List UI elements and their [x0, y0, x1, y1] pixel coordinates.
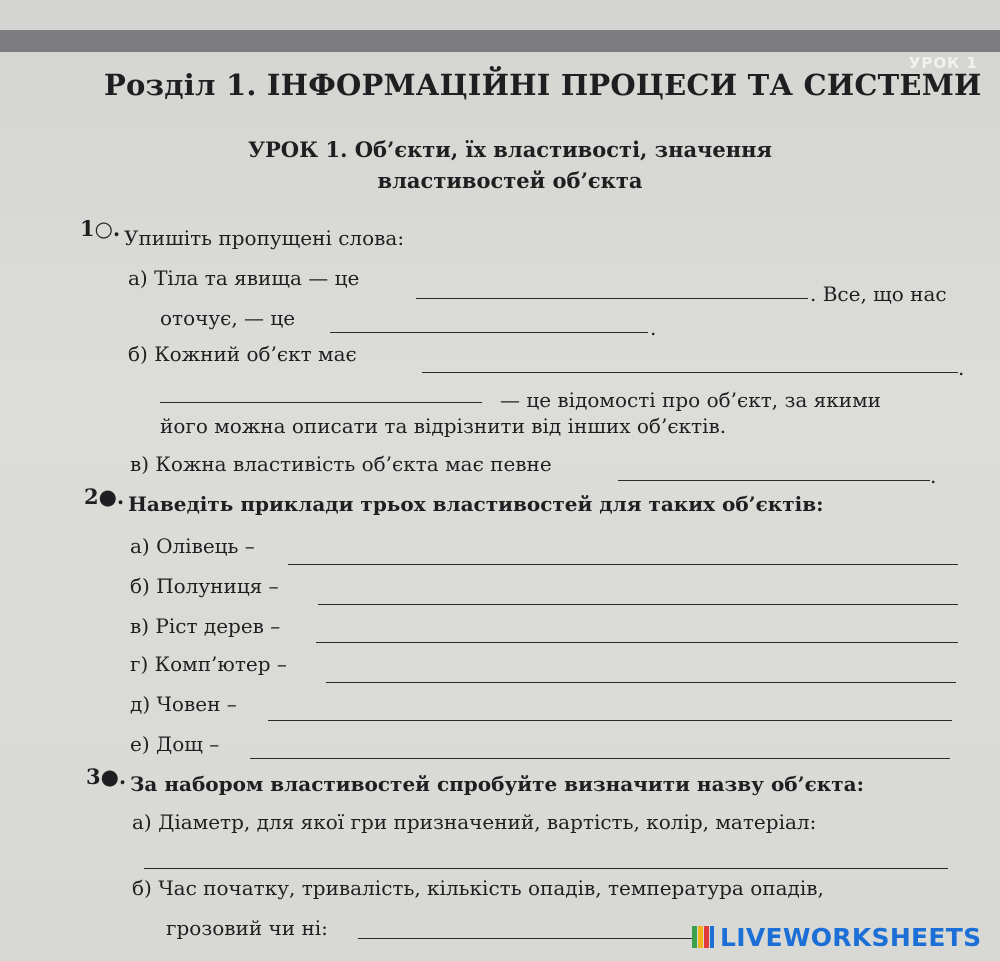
task2-answer-line-tree-growth[interactable] [316, 642, 958, 643]
liveworksheets-watermark [692, 922, 981, 952]
task2-answer-line-strawberry[interactable] [318, 604, 958, 605]
task1-a-end: . [650, 316, 657, 340]
task1-b-line2-after: — це відомості про об’єкт, за якими [500, 388, 882, 412]
task2-answer-line-boat[interactable] [268, 720, 952, 721]
task1-b-label: б) Кожний об’єкт має [128, 342, 357, 366]
task1-a-answer-line-2[interactable] [330, 332, 648, 333]
task2-answer-line-pencil[interactable] [288, 564, 958, 565]
section-title: Розділ 1. ІНФОРМАЦІЙНІ ПРОЦЕСИ ТА СИСТЕМИ [104, 68, 982, 102]
task2-answer-line-computer[interactable] [326, 682, 956, 683]
task3-b-answer-line[interactable] [358, 938, 694, 939]
task3-number: 3●. [86, 764, 127, 789]
task1-c-end: . [930, 464, 937, 488]
task3-b-line2: грозовий чи ні: [166, 916, 328, 940]
header-band [0, 30, 1000, 52]
task2-item-pencil: а) Олівець – [130, 534, 255, 558]
task1-c-label: в) Кожна властивість об’єкта має певне [130, 452, 552, 476]
lesson-title [180, 134, 840, 196]
task3-a: а) Діаметр, для якої гри призначений, вартість, колір, матеріал: [132, 810, 817, 834]
task1-b-answer-line-1[interactable] [422, 372, 958, 373]
task1-b-answer-line-2[interactable] [160, 402, 482, 403]
lesson-title-line2: властивостей об’єкта [377, 168, 643, 193]
task2-item-rain: е) Дощ – [130, 732, 220, 756]
liveworksheets-logo-icon [692, 926, 714, 948]
task2-item-tree-growth: в) Ріст дерев – [130, 614, 281, 638]
task2-prompt: Наведіть приклади трьох властивостей для таких об’єктів: [128, 492, 824, 516]
task2-item-computer: г) Комп’ютер – [130, 652, 287, 676]
task1-c-answer-line[interactable] [618, 480, 930, 481]
task1-b-line3: його можна описати та відрізнити від інших об’єктів. [160, 414, 727, 438]
task2-answer-line-rain[interactable] [250, 758, 950, 759]
lesson-title-line1: УРОК 1. Об’єкти, їх властивості, значення [247, 137, 773, 162]
task2-item-strawberry: б) Полуниця – [130, 574, 279, 598]
liveworksheets-text: LIVEWORKSHEETS [720, 922, 982, 952]
task1-number: 1○. [80, 216, 121, 241]
task1-a-answer-line-1[interactable] [416, 298, 808, 299]
task1-a-line2: оточує, — це [160, 306, 296, 330]
task2-item-boat: д) Човен – [130, 692, 237, 716]
task1-a-label: а) Тіла та явища — це [128, 266, 360, 290]
task3-a-answer-line[interactable] [144, 868, 948, 869]
task1-b-end: . [958, 356, 965, 380]
task3-prompt: За набором властивостей спробуйте визначити назву об’єкта: [130, 772, 864, 796]
task2-number: 2●. [84, 484, 125, 509]
lesson-tab: УРОК 1 [908, 54, 978, 72]
task1-a-after: . Все, що нас [810, 282, 947, 306]
task3-b: б) Час початку, тривалість, кількість опадів, температура опадів, [132, 876, 824, 900]
task1-prompt: Упишіть пропущені слова: [124, 226, 405, 250]
